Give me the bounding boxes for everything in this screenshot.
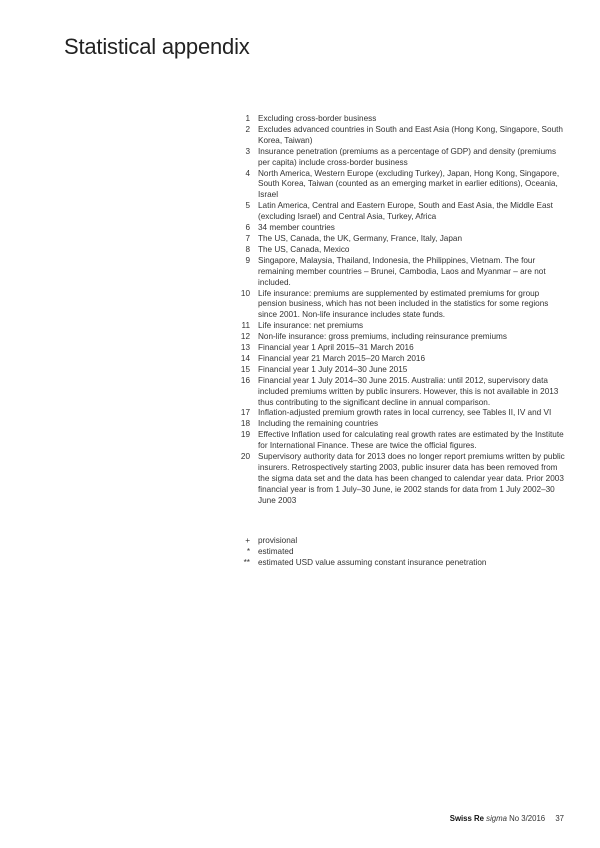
legend-text: estimated [258, 546, 294, 556]
footnote-number: 20 [240, 452, 250, 462]
footnote-text: Latin America, Central and Eastern Europe, South and East Asia, the Middle East (excluding Israel) and Central Asia, Turkey, Africa [258, 201, 553, 222]
footnote-text: Financial year 1 July 2014–30 June 2015 [258, 364, 408, 374]
page-title: Statistical appendix [64, 34, 250, 59]
footnote-item [236, 376, 566, 409]
footnote-item [236, 430, 566, 452]
footnote-item [236, 408, 566, 419]
footnote-number: 10 [240, 288, 250, 298]
footnote-text: Life insurance: premiums are supplemented by estimated premiums for group pension business, which has not been included in the statistics for some regions since 2001. Non-life insurance includes state funds. [258, 288, 549, 320]
footnote-number: 7 [245, 233, 250, 243]
footnote-number: 9 [245, 255, 250, 265]
footnote-number: 19 [240, 430, 250, 440]
footnote-item [236, 256, 566, 289]
footnote-text: Singapore, Malaysia, Thailand, Indonesia, the Philippines, Vietnam. The four remaining member countries – Brunei, Cambodia, Laos and Myanmar – are not included. [258, 255, 546, 287]
footnote-text: North America, Western Europe (excluding Turkey), Japan, Hong Kong, Singapore, South Korea, Taiwan (counted as an emerging market in earlier editions), Oceania, Israel [258, 168, 560, 200]
footer-publication: sigma [486, 814, 507, 823]
footnote-number: 15 [240, 364, 250, 374]
footer-issue: No 3/2016 [509, 814, 546, 823]
symbol-legend [236, 536, 566, 569]
footnote-text: Life insurance: net premiums [258, 321, 364, 331]
page-footer [450, 814, 564, 823]
footnote-number: 4 [245, 168, 250, 178]
footnote-text: The US, Canada, Mexico [258, 244, 350, 254]
footnote-item [236, 147, 566, 169]
legend-symbol: * [246, 546, 250, 556]
footnote-item [236, 354, 566, 365]
footnote-number: 3 [245, 146, 250, 156]
legend-text: provisional [258, 536, 298, 545]
footnote-number: 17 [240, 408, 250, 418]
footnote-item [236, 419, 566, 430]
footnote-number: 5 [245, 201, 250, 211]
legend-item [236, 558, 566, 569]
footnote-number: 8 [245, 244, 250, 254]
footnote-item [236, 125, 566, 147]
footnote-text: Financial year 21 March 2015–20 March 2016 [258, 353, 426, 363]
footnote-text: Non-life insurance: gross premiums, including reinsurance premiums [258, 332, 507, 342]
footnote-text: Financial year 1 April 2015–31 March 2016 [258, 343, 414, 353]
footnote-number: 12 [240, 332, 250, 342]
footnotes-list [236, 114, 566, 507]
legend-symbol: ** [243, 557, 250, 567]
footnote-item [236, 169, 566, 202]
footnote-text: The US, Canada, the UK, Germany, France, Italy, Japan [258, 233, 463, 243]
footnote-item [236, 332, 566, 343]
footnote-text: Excluding cross-border business [258, 114, 377, 123]
footnote-number: 6 [245, 223, 250, 233]
footnote-item [236, 201, 566, 223]
footnote-item [236, 452, 566, 507]
footnote-item [236, 365, 566, 376]
legend-symbol: + [245, 536, 250, 545]
footnote-text: Effective Inflation used for calculating real growth rates are estimated by the Institute for International Finance. These are twice the official figures. [258, 430, 564, 451]
footnote-number: 11 [241, 321, 250, 331]
footnote-number: 16 [240, 375, 250, 385]
footnote-item [236, 223, 566, 234]
footnote-number: 14 [240, 353, 250, 363]
footnote-text: Insurance penetration (premiums as a percentage of GDP) and density (premiums per capita) include cross-border business [258, 146, 557, 167]
footer-brand: Swiss Re [449, 814, 484, 823]
footnote-item [236, 289, 566, 322]
footnote-text: Including the remaining countries [258, 419, 379, 429]
footnote-text: 34 member countries [258, 223, 335, 233]
legend-item [236, 547, 566, 558]
footnote-text: Excludes advanced countries in South and East Asia (Hong Kong, Singapore, South Korea, Taiwan) [258, 124, 563, 145]
footnote-number: 1 [245, 114, 250, 123]
page-number: 37 [555, 814, 564, 823]
footnote-text: Financial year 1 July 2014–30 June 2015. Australia: until 2012, supervisory data included premiums written by public insurers. However, this is not available in 2013 thus contributing to the significant decline in annual comparison. [258, 375, 559, 407]
footnote-number: 18 [240, 419, 250, 429]
footnote-item [236, 321, 566, 332]
legend-item [236, 536, 566, 547]
footnote-number: 13 [240, 343, 250, 353]
footnote-text: Supervisory authority data for 2013 does no longer report premiums written by public insurers. Retrospectively starting 2003, public insurer data has been removed from the sigma data set and the data has been changed to calendar year data. Prior 2003 financial year is from 1 July–30 June, ie 2002 stands for data from 1 July 2002–30 June 2003 [258, 452, 565, 505]
footnote-item [236, 245, 566, 256]
footnote-item [236, 343, 566, 354]
footnote-item [236, 114, 566, 125]
footnote-text: Inflation-adjusted premium growth rates in local currency, see Tables II, IV and VI [258, 408, 552, 418]
legend-text: estimated USD value assuming constant insurance penetration [258, 557, 487, 567]
footnote-item [236, 234, 566, 245]
footnote-number: 2 [245, 124, 250, 134]
